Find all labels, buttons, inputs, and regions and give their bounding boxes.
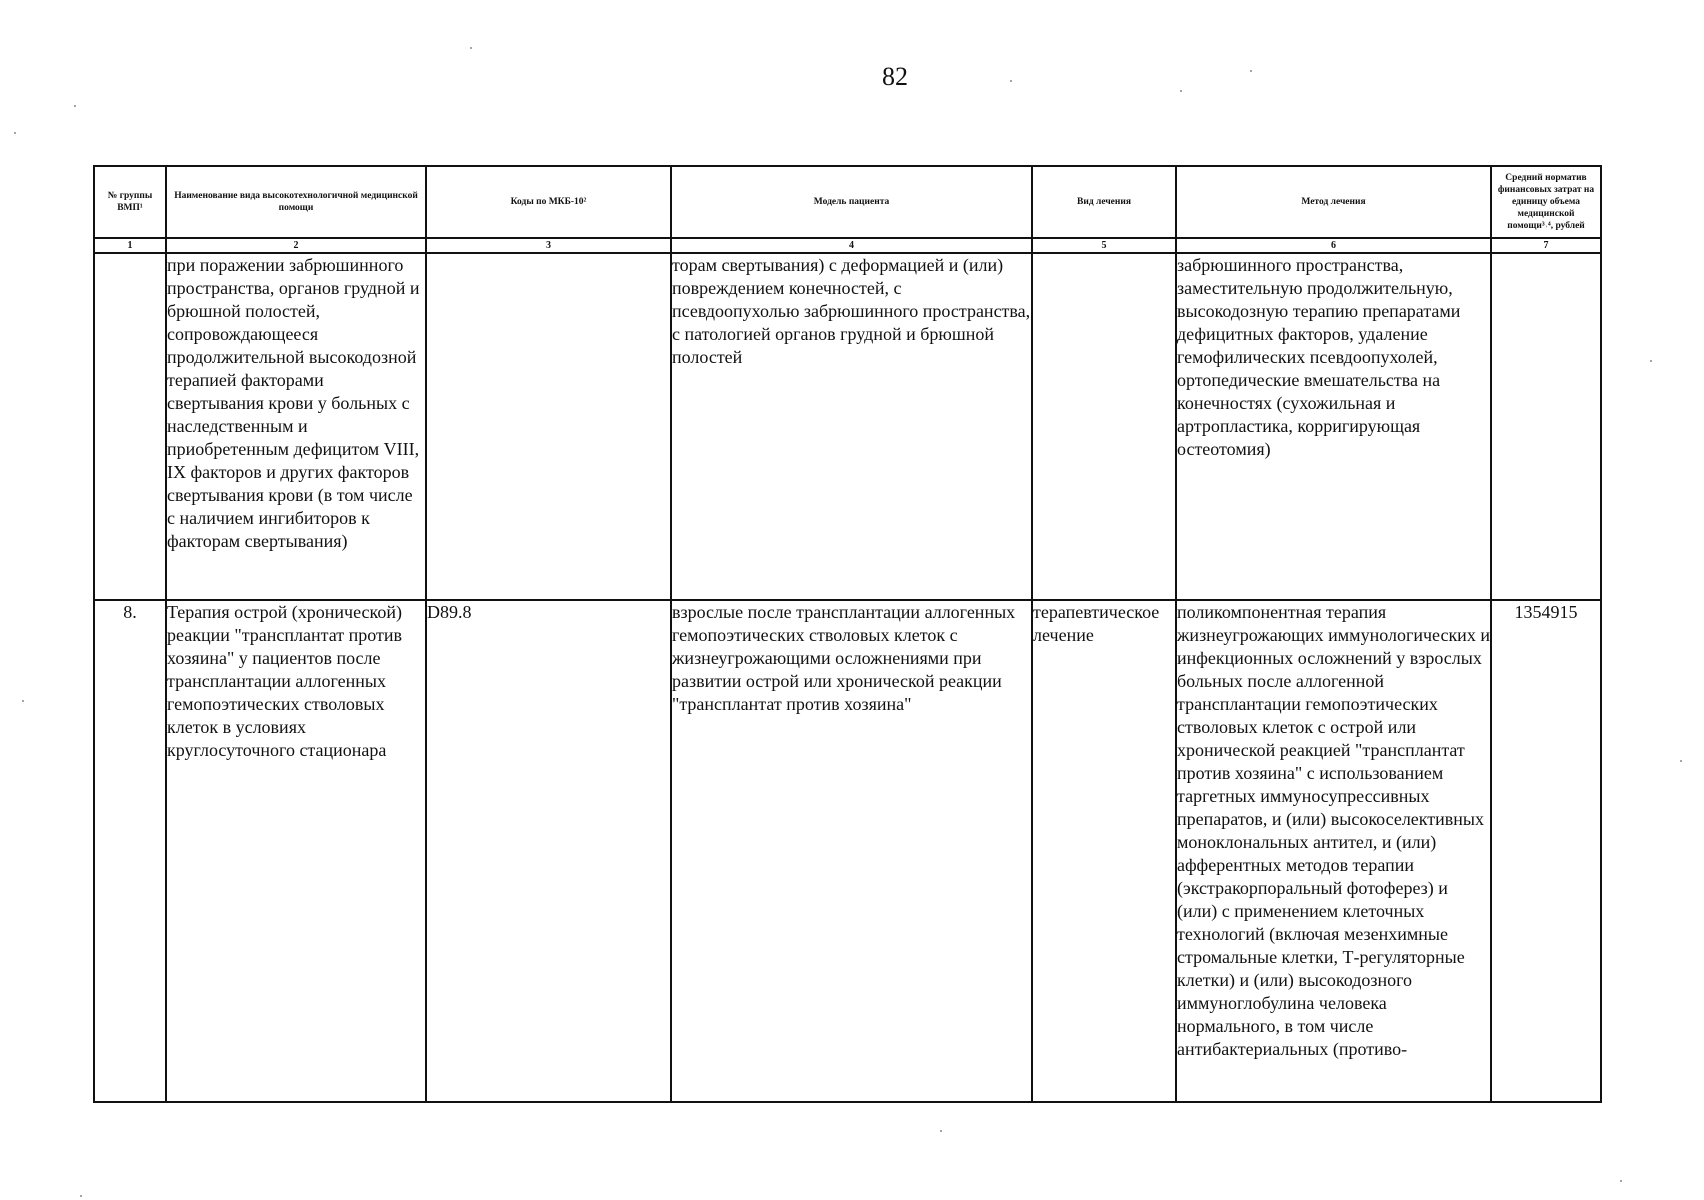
column-number: 5 [1032,238,1176,253]
cell-codes: D89.8 [426,600,671,1102]
column-number: 3 [426,238,671,253]
page-number: 82 [882,62,908,91]
cell-codes [426,253,671,600]
cell-group: 8. [94,600,166,1102]
column-number-row [94,238,1601,253]
cell-name: при поражении забрюшинного пространства, органов грудной и брюшной полостей, сопровождающееся продолжительной высокодозной терапией факторами свертывания крови у больных с наследственным и приобретенным дефицитом VIII, IX факторов и других факторов свертывания крови (в том числе с наличием ингибиторов к факторам свертывания) [166,253,426,600]
cell-treatment-type: терапевтическое лечение [1032,600,1176,1102]
column-number: 7 [1491,238,1601,253]
cell-cost [1491,253,1601,600]
cell-treatment-type [1032,253,1176,600]
cell-cost: 1354915 [1491,600,1601,1102]
column-number: 1 [94,238,166,253]
column-number: 4 [671,238,1032,253]
header-treatment-type: Вид лечения [1032,166,1176,238]
cell-method: поликомпонентная терапия жизнеугрожающих иммунологических и инфекционных осложнений у взрослых больных после аллогенной трансплантации гемопоэтических стволовых клеток с острой или хронической реакцией "трансплантат против хозяина" с использованием таргетных иммуносупрессивных препаратов, и (или) высокоселективных моноклональных антител, и (или) афферентных методов терапии (экстракорпоральный фотоферез) и (или) с применением клеточных технологий (включая мезенхимные стромальные клетки, Т-регуляторные клетки) и (или) высокодозного иммуноглобулина человека нормального, в том числе антибактериальных (противо- [1176,600,1491,1102]
services-table [93,165,1602,1103]
header-method: Метод лечения [1176,166,1491,238]
column-number: 2 [166,238,426,253]
header-model: Модель пациента [671,166,1032,238]
header-group: № группы ВМП¹ [94,166,166,238]
cell-model: взрослые после трансплантации аллогенных гемопоэтических стволовых клеток с жизнеугрожающими осложнениями при развитии острой или хронической реакции "трансплантат против хозяина" [671,600,1032,1102]
header-cost: Средний норматив финансовых затрат на единицу объема медицинской помощи³˒⁴, рублей [1491,166,1601,238]
cell-model: торам свертывания) с деформацией и (или) повреждением конечностей, с псевдоопухолью забрюшинного пространства, с патологией органов грудной и брюшной полостей [671,253,1032,600]
table-header-row [94,166,1601,238]
table-row [94,253,1601,600]
table-row [94,600,1601,1102]
cell-method: забрюшинного пространства, заместительную продолжительную, высокодозную терапию препаратами дефицитных факторов, удаление гемофилических псевдоопухолей, ортопедические вмешательства на конечностях (сухожильная и артропластика, корригирующая остеотомия) [1176,253,1491,600]
cell-name: Терапия острой (хронической) реакции "трансплантат против хозяина" у пациентов после трансплантации аллогенных гемопоэтических стволовых клеток в условиях круглосуточного стационара [166,600,426,1102]
header-name: Наименование вида высокотехнологичной медицинской помощи [166,166,426,238]
cell-group [94,253,166,600]
header-codes: Коды по МКБ-10² [426,166,671,238]
column-number: 6 [1176,238,1491,253]
